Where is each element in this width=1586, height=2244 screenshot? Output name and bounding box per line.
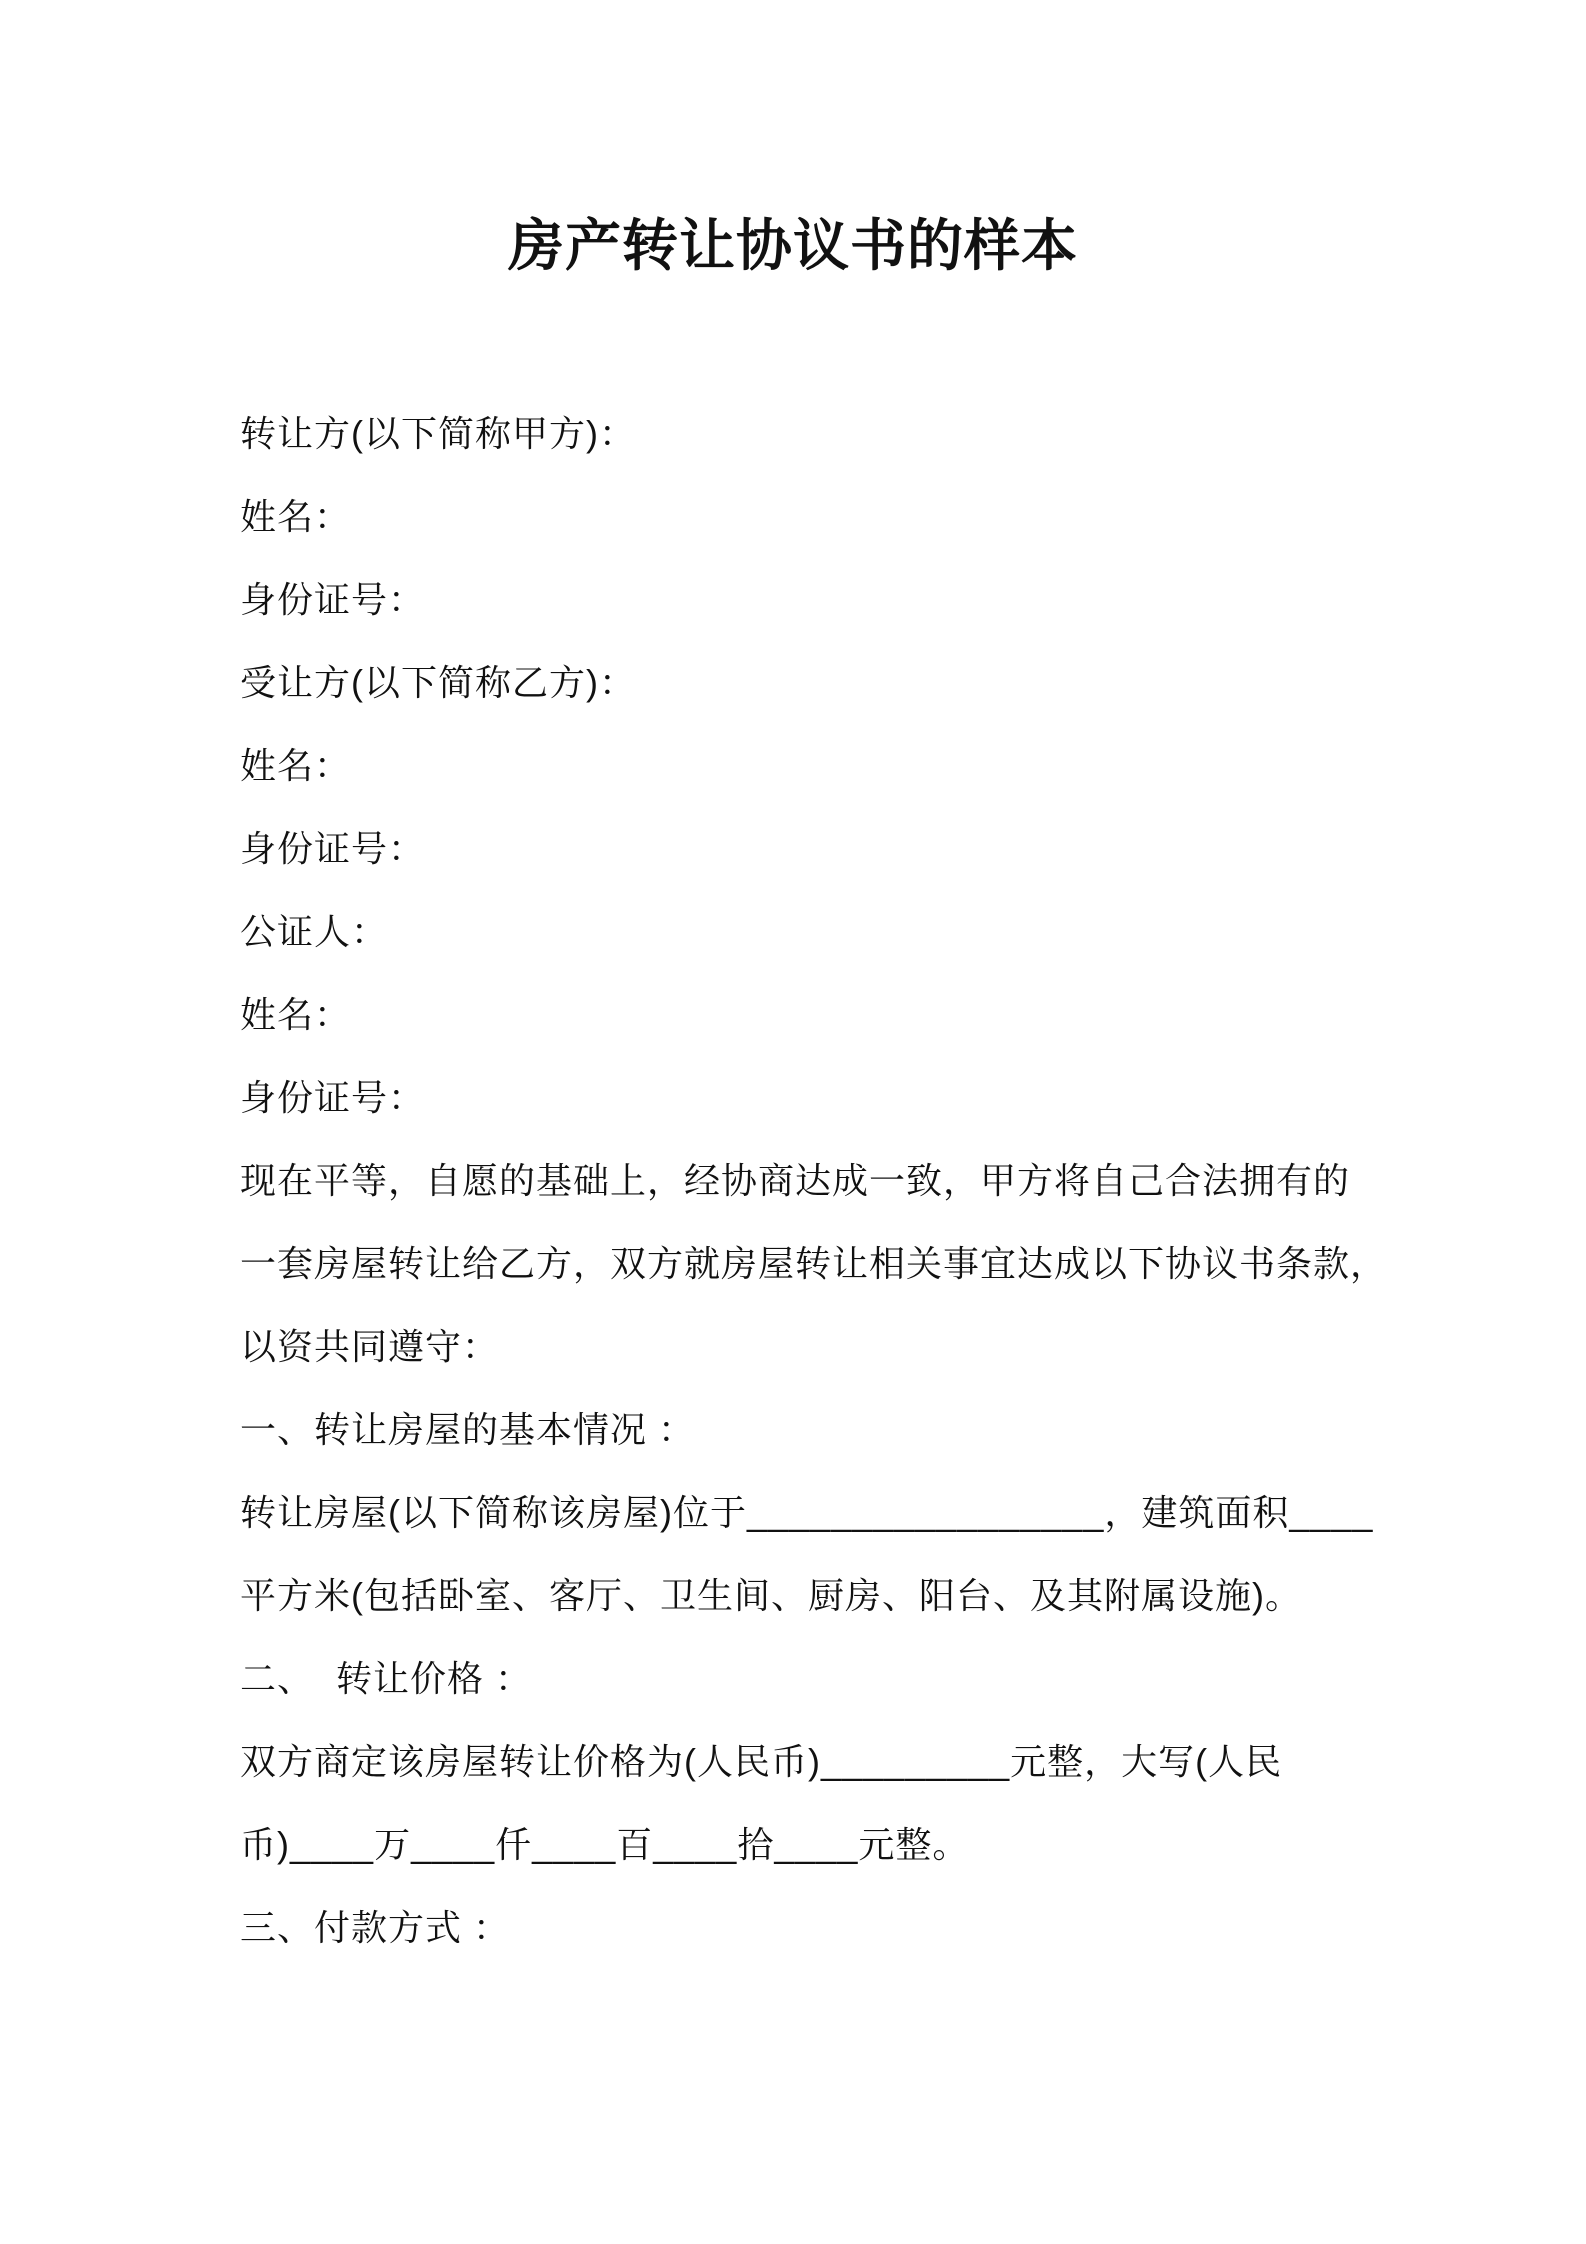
transferee-id-label: 身份证号： <box>240 828 426 869</box>
document-title: 房产转让协议书的样本 <box>508 214 1078 277</box>
transferee-name-label: 姓名： <box>240 745 352 786</box>
document-body <box>240 392 1400 1969</box>
transferee-heading: 受让方(以下简称乙方)： <box>240 662 636 703</box>
section-heading-payment: 三、付款方式 ： <box>240 1907 511 1948</box>
notary-name-label: 姓名： <box>240 994 352 1035</box>
transferor-name-label: 姓名： <box>240 496 352 537</box>
section-heading-property: 一、转让房屋的基本情况 ： <box>240 1409 696 1450</box>
transferor-heading: 转让方(以下简称甲方)： <box>240 413 636 454</box>
section-heading-price: 二、 转让价格 ： <box>240 1658 533 1699</box>
preamble-line: 现在平等，自愿的基础上，经协商达成一致，甲方将自己合法拥有的 <box>240 1160 1351 1201</box>
preamble-line: 一套房屋转让给乙方，双方就房屋转让相关事宜达成以下协议书条款， <box>240 1243 1388 1284</box>
notary-id-label: 身份证号： <box>240 1077 426 1118</box>
section-body-line: 转让房屋(以下简称该房屋)位于_________________，建筑面积____ <box>240 1492 1374 1533</box>
notary-heading: 公证人： <box>240 911 389 952</box>
section-body-line: 双方商定该房屋转让价格为(人民币)_________元整，大写(人民 <box>240 1741 1283 1782</box>
section-body-line: 币)____万____仟____百____拾____元整。 <box>240 1824 970 1865</box>
transferor-id-label: 身份证号： <box>240 579 426 620</box>
preamble-line: 以资共同遵守： <box>240 1326 500 1367</box>
section-body-line: 平方米(包括卧室、客厅、卫生间、厨房、阳台、及其附属设施)。 <box>240 1575 1302 1616</box>
